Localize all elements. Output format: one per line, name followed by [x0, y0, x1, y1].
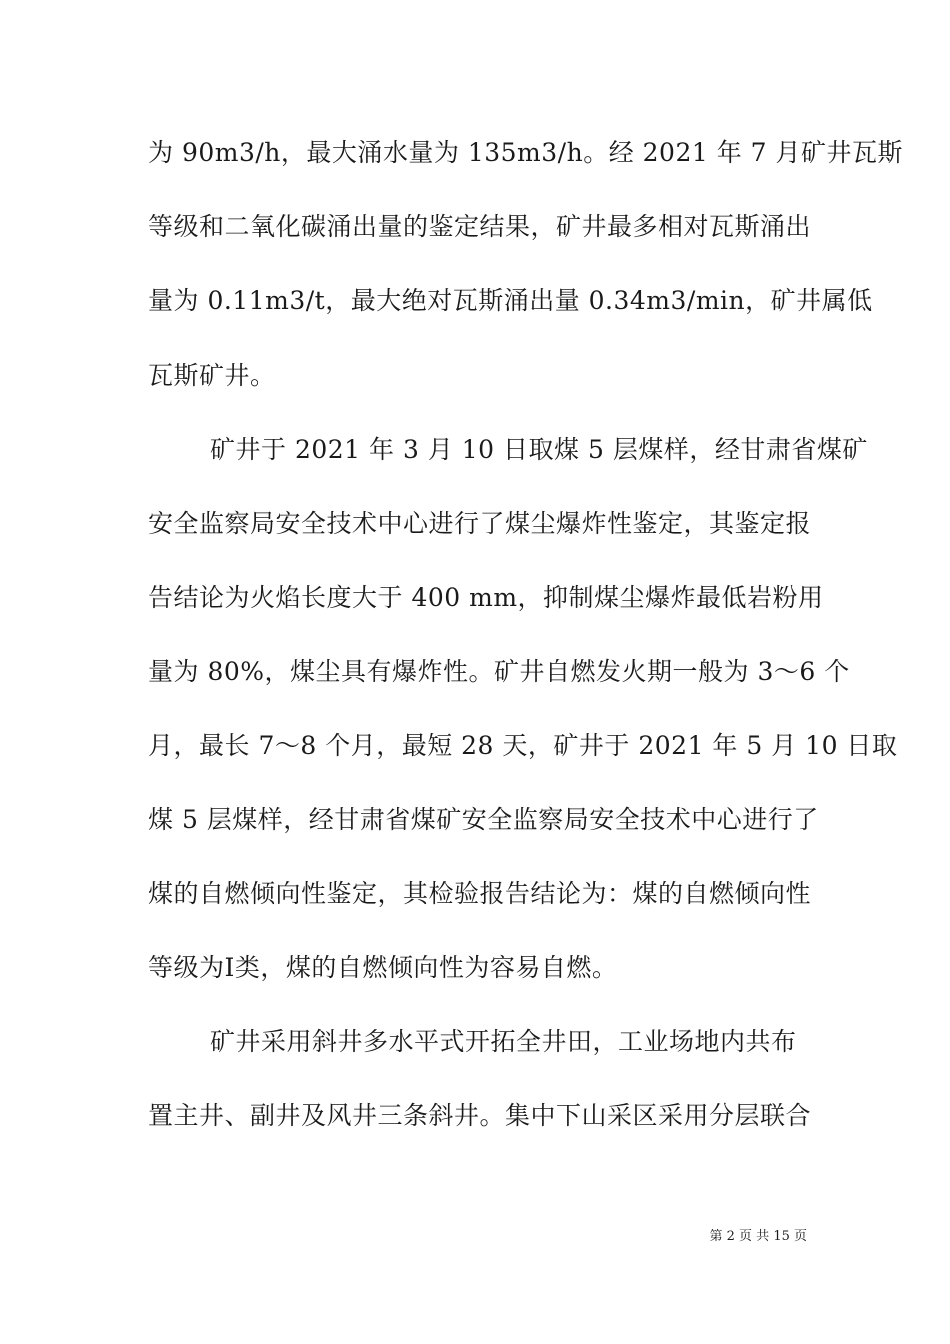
body-line-6: 安全监察局安全技术中心进行了煤尘爆炸性鉴定，其鉴定报	[148, 509, 812, 538]
body-line-7: 告结论为火焰长度大于 400 mm，抑制煤尘爆炸最低岩粉用	[148, 583, 824, 612]
body-line-10: 煤 5 层煤样，经甘肃省煤矿安全监察局安全技术中心进行了	[148, 805, 819, 834]
body-line-4: 瓦斯矿井。	[148, 361, 276, 390]
body-line-2: 等级和二氧化碳涌出量的鉴定结果，矿井最多相对瓦斯涌出	[148, 212, 812, 241]
body-line-1: 为 90m3/h，最大涌水量为 135m3/h。经 2021 年 7 月矿井瓦斯	[148, 138, 904, 167]
body-line-3: 量为 0.11m3/t，最大绝对瓦斯涌出量 0.34m3/min，矿井属低	[148, 286, 873, 315]
body-line-14: 置主井、副井及风井三条斜井。集中下山采区采用分层联合	[148, 1101, 812, 1130]
paragraph-2-first-line: 矿井于 2021 年 3 月 10 日取煤 5 层煤样，经甘肃省煤矿	[210, 435, 868, 464]
page-number-footer: 第 2 页 共 15 页	[709, 1229, 807, 1244]
body-line-11: 煤的自燃倾向性鉴定，其检验报告结论为：煤的自燃倾向性	[148, 879, 812, 908]
paragraph-3-first-line: 矿井采用斜井多水平式开拓全井田，工业场地内共布	[210, 1027, 797, 1056]
body-line-12: 等级为Ⅰ类，煤的自燃倾向性为容易自燃。	[148, 953, 618, 982]
body-line-8: 量为 80%，煤尘具有爆炸性。矿井自燃发火期一般为 3～6 个	[148, 657, 850, 686]
body-line-9: 月，最长 7～8 个月，最短 28 天，矿井于 2021 年 5 月 10 日取	[148, 731, 898, 760]
